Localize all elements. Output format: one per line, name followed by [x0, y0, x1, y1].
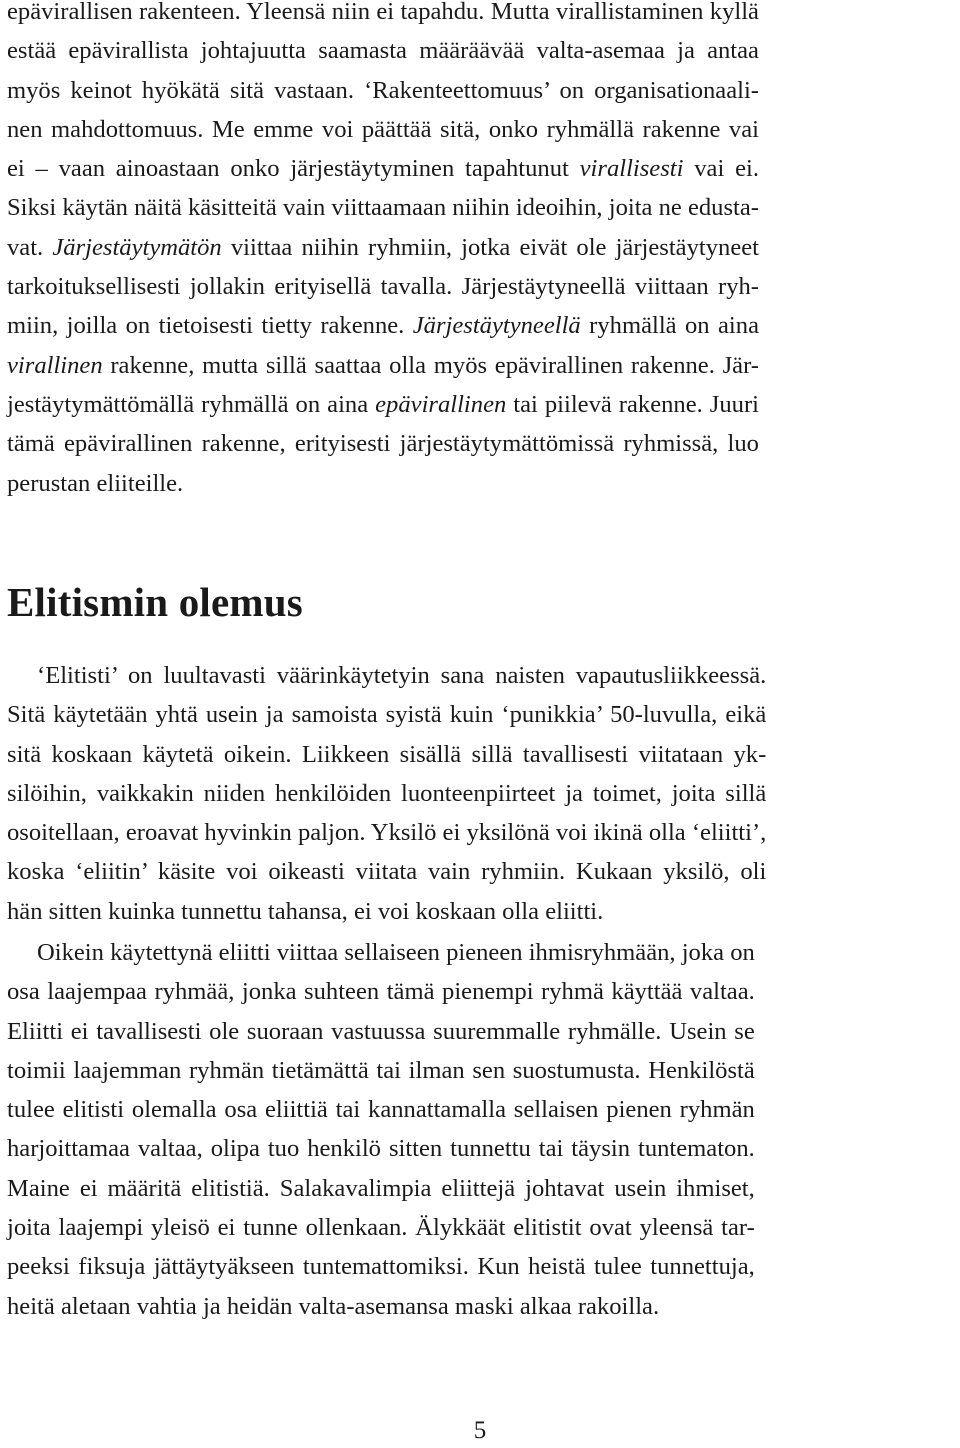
text-run: nen mahdottomuus. Me emme voi päättää sitä, onko ryhmällä rakenne vai	[7, 115, 759, 143]
text-run: ei – vaan ainoastaan onko järjestäytyminen tapahtunut	[7, 155, 580, 183]
text-run: silöihin, vaikkakin niiden henkilöiden luonteenpiirteet ja toimet, joita sillä	[7, 779, 767, 807]
text-line	[7, 385, 759, 424]
emphasis-text: Järjestäytyneellä	[412, 312, 581, 340]
text-line	[7, 813, 766, 852]
text-run: rakenne, mutta sillä saattaa olla myös epävirallinen rakenne. Jär-	[102, 351, 759, 379]
section-heading: Elitismin olemus	[7, 579, 303, 625]
text-run: estää epävirallista johtajuutta saamasta määräävää valta-asemaa ja antaa	[7, 37, 759, 65]
text-run: vai ei.	[683, 155, 759, 183]
text-line	[7, 892, 766, 931]
text-line	[7, 306, 759, 345]
text-line	[7, 464, 759, 503]
text-run: Oikein käytettynä eliitti viittaa sellaiseen pieneen ihmisryhmään, joka on	[37, 939, 755, 966]
text-line	[7, 1090, 755, 1129]
text-run: joita laajempi yleisö ei tunne ollenkaan. Älykkäät elitistit ovat yleensä tar-	[7, 1214, 755, 1242]
text-run: ‘Elitisti’ on luultavasti väärinkäytetyin sana naisten vapautusliikkeessä.	[37, 662, 767, 689]
text-run: heitä aletaan vahtia ja heidän valta-asemansa maski alkaa rakoilla.	[7, 1292, 660, 1320]
text-line	[7, 852, 766, 891]
body-paragraph-2	[7, 656, 766, 931]
text-line	[7, 228, 759, 267]
text-run: peeksi fiksuja jättäytyäkseen tuntemattomiksi. Kun heistä tulee tunnettuja,	[7, 1253, 755, 1281]
text-line	[7, 149, 759, 188]
text-line	[7, 1051, 755, 1090]
emphasis-text: Järjestäytymätön	[52, 233, 222, 261]
text-run: tai piilevä rakenne. Juuri	[506, 390, 759, 418]
body-paragraph-3	[7, 933, 755, 1326]
text-line	[7, 774, 766, 813]
text-line	[7, 972, 755, 1011]
text-line	[7, 71, 759, 110]
text-run: toimii laajemman ryhmän tietämättä tai ilman sen suostumusta. Henkilöstä	[7, 1056, 755, 1084]
text-line	[7, 110, 759, 149]
text-run: viittaa niihin ryhmiin, jotka eivät ole järjestäytyneet	[221, 233, 759, 261]
text-run: tämä epävirallinen rakenne, erityisesti järjestäytymättömissä ryhmissä, luo	[7, 430, 759, 458]
text-run: perustan eliiteille.	[7, 469, 184, 497]
text-line	[7, 424, 759, 463]
text-run: tarkoituksellisesti jollakin erityisellä tavalla. Järjestäytyneellä viittaan ryh-	[7, 273, 759, 301]
text-line	[7, 695, 766, 734]
text-line	[7, 735, 766, 774]
text-run: ryhmällä on aina	[580, 312, 759, 340]
page-number: 5	[473, 1417, 487, 1444]
text-run: hän sitten kuinka tunnettu tahansa, ei voi koskaan olla eliitti.	[7, 897, 604, 925]
text-line	[7, 1012, 755, 1051]
text-line	[7, 267, 759, 306]
text-run: miin, joilla on tietoisesti tietty rakenne.	[7, 312, 413, 340]
text-run: osa laajempaa ryhmää, jonka suhteen tämä pienempi ryhmä käyttää valtaa.	[7, 978, 755, 1006]
text-run: myös keinot hyökätä sitä vastaan. ‘Rakenteettomuus’ on organisationaali-	[7, 76, 759, 104]
text-run: jestäytymättömällä ryhmällä on aina	[7, 390, 376, 418]
emphasis-text: virallisesti	[579, 155, 684, 183]
text-line	[7, 0, 759, 31]
text-run: epävirallisen rakenteen. Yleensä niin ei tapahdu. Mutta virallistaminen kyllä	[7, 0, 759, 25]
body-paragraph-1	[7, 0, 759, 503]
emphasis-text: epävirallinen	[375, 390, 507, 418]
text-run: vat.	[7, 233, 53, 261]
text-line	[7, 1247, 755, 1286]
text-run: koska ‘eliitin’ käsite voi oikeasti viitata vain ryhmiin. Kukaan yksilö, oli	[7, 858, 767, 886]
text-line	[7, 31, 759, 70]
text-run: Siksi käytän näitä käsitteitä vain viittaamaan niihin ideoihin, joita ne edusta-	[7, 194, 759, 222]
text-line	[7, 1169, 755, 1208]
text-run: tulee elitisti olemalla osa eliittiä tai kannattamalla sellaisen pienen ryhmän	[7, 1096, 755, 1124]
text-run: Sitä käytetään yhtä usein ja samoista syistä kuin ‘punikkia’ 50-luvulla, eikä	[7, 701, 767, 729]
text-run: osoitellaan, eroavat hyvinkin paljon. Yksilö ei yksilönä voi ikinä olla ‘eliitti’,	[7, 819, 767, 847]
text-line	[7, 188, 759, 227]
text-line	[7, 1129, 755, 1168]
text-run: sitä koskaan käytetä oikein. Liikkeen sisällä sillä tavallisesti viitataan yk-	[7, 740, 767, 768]
text-line	[7, 346, 759, 385]
text-run: Eliitti ei tavallisesti ole suoraan vastuussa suuremmalle ryhmälle. Usein se	[7, 1017, 755, 1045]
text-line	[7, 1208, 755, 1247]
text-run: harjoittamaa valtaa, olipa tuo henkilö sitten tunnettu tai täysin tuntematon.	[7, 1135, 755, 1163]
text-line	[7, 1287, 755, 1326]
text-line	[7, 933, 755, 972]
emphasis-text: virallinen	[7, 351, 103, 379]
text-line	[7, 656, 766, 695]
text-run: Maine ei määritä elitistiä. Salakavalimpia eliittejä johtavat usein ihmiset,	[7, 1174, 755, 1202]
